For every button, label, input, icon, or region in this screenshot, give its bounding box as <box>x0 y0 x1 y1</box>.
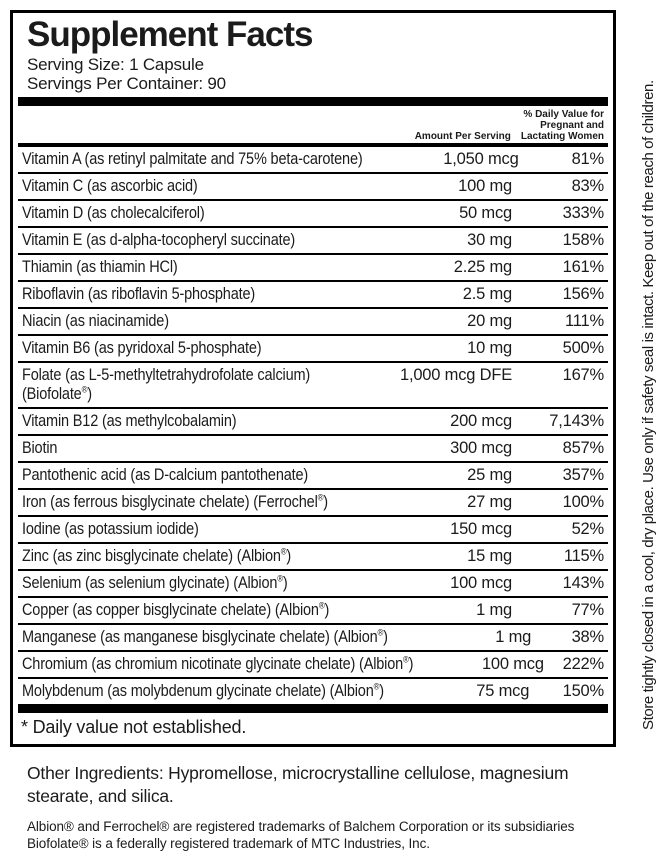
nutrient-daily-value: 83% <box>571 177 604 195</box>
nutrient-daily-value: 158% <box>562 231 604 249</box>
amount-column-header: Amount Per Serving <box>414 131 511 142</box>
daily-value-header-line-2: Pregnant and <box>540 120 604 131</box>
nutrient-daily-value: 143% <box>562 574 604 592</box>
nutrient-daily-value: 111% <box>565 312 604 330</box>
nutrient-amount: 2.5 mg <box>462 285 512 303</box>
table-row <box>18 199 608 226</box>
nutrient-table <box>18 147 608 704</box>
nutrient-name: Zinc (as zinc bisglycinate chelate) (Albion®) <box>22 546 292 565</box>
daily-value-header-line-1: % Daily Value for <box>523 109 604 120</box>
nutrient-daily-value: 7,143% <box>549 412 604 430</box>
daily-value-column-header <box>521 109 604 142</box>
nutrient-amount: 50 mcg <box>459 204 512 222</box>
nutrient-amount: 100 mcg <box>450 574 512 592</box>
nutrient-amount: 1,000 mcg DFE <box>399 366 512 384</box>
table-row <box>18 253 608 280</box>
nutrient-name: Chromium (as chromium nicotinate glycinate chelate) (Albion®) <box>22 654 414 673</box>
nutrient-name: Thiamin (as thiamin HCl) <box>22 258 178 276</box>
servings-per-container: Servings Per Container: 90 <box>27 74 226 93</box>
table-row <box>18 172 608 199</box>
nutrient-daily-value: 115% <box>563 547 604 565</box>
nutrient-amount: 300 mcg <box>450 439 512 457</box>
divider-thick-top <box>18 97 608 106</box>
table-row <box>18 542 608 569</box>
nutrient-name: Vitamin B6 (as pyridoxal 5-phosphate) <box>22 339 262 357</box>
table-row <box>18 307 608 334</box>
table-row <box>18 407 608 434</box>
serving-size: Serving Size: 1 Capsule <box>27 55 204 74</box>
daily-value-footnote: * Daily value not established. <box>21 717 247 737</box>
nutrient-daily-value: 52% <box>571 520 604 538</box>
table-row <box>18 461 608 488</box>
nutrient-daily-value: 333% <box>562 204 604 222</box>
trademark-line-1: Albion® and Ferrochel® are registered trademarks of Balchem Corporation or its subsidiaries <box>27 819 575 834</box>
nutrient-amount: 1,050 mcg <box>443 150 519 168</box>
nutrient-amount: 75 mcg <box>476 682 530 700</box>
nutrient-amount: 20 mg <box>467 312 512 330</box>
table-row <box>18 623 608 650</box>
table-row <box>18 488 608 515</box>
nutrient-amount: 10 mg <box>467 339 512 357</box>
nutrient-name: Copper (as copper bisglycinate chelate) (Albion®) <box>22 600 330 619</box>
panel-header <box>13 13 613 97</box>
table-row <box>18 596 608 623</box>
trademark-line-2: Biofolate® is a federally registered trademark of MTC Industries, Inc. <box>27 836 430 851</box>
nutrient-amount: 1 mg <box>476 601 512 619</box>
nutrient-name: Pantothenic acid (as D-calcium pantothenate) <box>22 466 309 484</box>
nutrient-name: Riboflavin (as riboflavin 5-phosphate) <box>22 285 256 303</box>
table-row <box>18 147 608 172</box>
nutrient-name: Vitamin A (as retinyl palmitate and 75% beta-carotene) <box>22 150 363 168</box>
nutrient-amount: 1 mg <box>495 628 532 646</box>
nutrient-name: Vitamin E (as d-alpha-tocopheryl succinate) <box>22 231 296 249</box>
supplement-facts-panel <box>10 10 616 747</box>
nutrient-daily-value: 150% <box>562 682 604 700</box>
table-row <box>18 650 608 677</box>
nutrient-name: Molybdenum (as molybdenum glycinate chelate) (Albion®) <box>22 681 384 700</box>
nutrient-daily-value: 857% <box>562 439 604 457</box>
trademark-note <box>27 818 627 852</box>
table-row <box>18 334 608 361</box>
nutrient-amount: 100 mcg <box>481 655 544 673</box>
nutrient-name: Vitamin C (as ascorbic acid) <box>22 177 198 195</box>
nutrient-name: Biotin <box>22 439 58 457</box>
nutrient-daily-value: 38% <box>571 628 604 646</box>
nutrient-amount: 27 mg <box>467 493 512 511</box>
nutrient-name: Selenium (as selenium glycinate) (Albion®) <box>22 573 288 592</box>
daily-value-header-line-3: Lactating Women <box>520 131 604 142</box>
nutrient-daily-value: 156% <box>562 285 604 303</box>
nutrient-name: Folate (as L-5-methyltetrahydrofolate calcium) (Biofolate®) <box>22 366 311 403</box>
nutrient-name: Vitamin D (as cholecalciferol) <box>22 204 205 222</box>
nutrient-daily-value: 100% <box>562 493 604 511</box>
nutrient-amount: 30 mg <box>467 231 512 249</box>
table-row <box>18 280 608 307</box>
panel-title: Supplement Facts <box>27 15 313 54</box>
nutrient-daily-value: 81% <box>571 150 604 168</box>
nutrient-name: Iron (as ferrous bisglycinate chelate) (Ferrochel®) <box>22 492 328 511</box>
nutrient-daily-value: 167% <box>562 366 604 384</box>
nutrient-name: Vitamin B12 (as methylcobalamin) <box>22 412 237 430</box>
nutrient-daily-value: 77% <box>571 601 604 619</box>
nutrient-name: Manganese (as manganese bisglycinate chelate) (Albion®) <box>22 627 388 646</box>
other-ingredients: Other Ingredients: Hypromellose, microcrystalline cellulose, magnesium stearate, and silica. <box>27 763 569 806</box>
column-headers <box>13 106 613 143</box>
table-row <box>18 226 608 253</box>
table-row <box>18 677 608 704</box>
table-row <box>18 515 608 542</box>
table-row <box>18 361 608 407</box>
nutrient-daily-value: 500% <box>562 339 604 357</box>
table-row <box>18 569 608 596</box>
storage-warning-vertical: Store tightly closed in a cool, dry place. Use only if safety seal is intact. Keep out of the reach of children. <box>640 80 657 730</box>
nutrient-daily-value: 161% <box>562 258 604 276</box>
nutrient-daily-value: 222% <box>562 655 604 673</box>
nutrient-amount: 15 mg <box>467 547 512 565</box>
divider-thick-bottom <box>18 704 608 713</box>
nutrient-amount: 100 mg <box>458 177 512 195</box>
table-row <box>18 434 608 461</box>
nutrient-name: Iodine (as potassium iodide) <box>22 520 199 538</box>
nutrient-amount: 2.25 mg <box>453 258 512 276</box>
nutrient-amount: 150 mcg <box>450 520 512 538</box>
nutrient-amount: 200 mcg <box>450 412 512 430</box>
nutrient-name: Niacin (as niacinamide) <box>22 312 169 330</box>
nutrient-daily-value: 357% <box>562 466 604 484</box>
nutrient-amount: 25 mg <box>467 466 512 484</box>
